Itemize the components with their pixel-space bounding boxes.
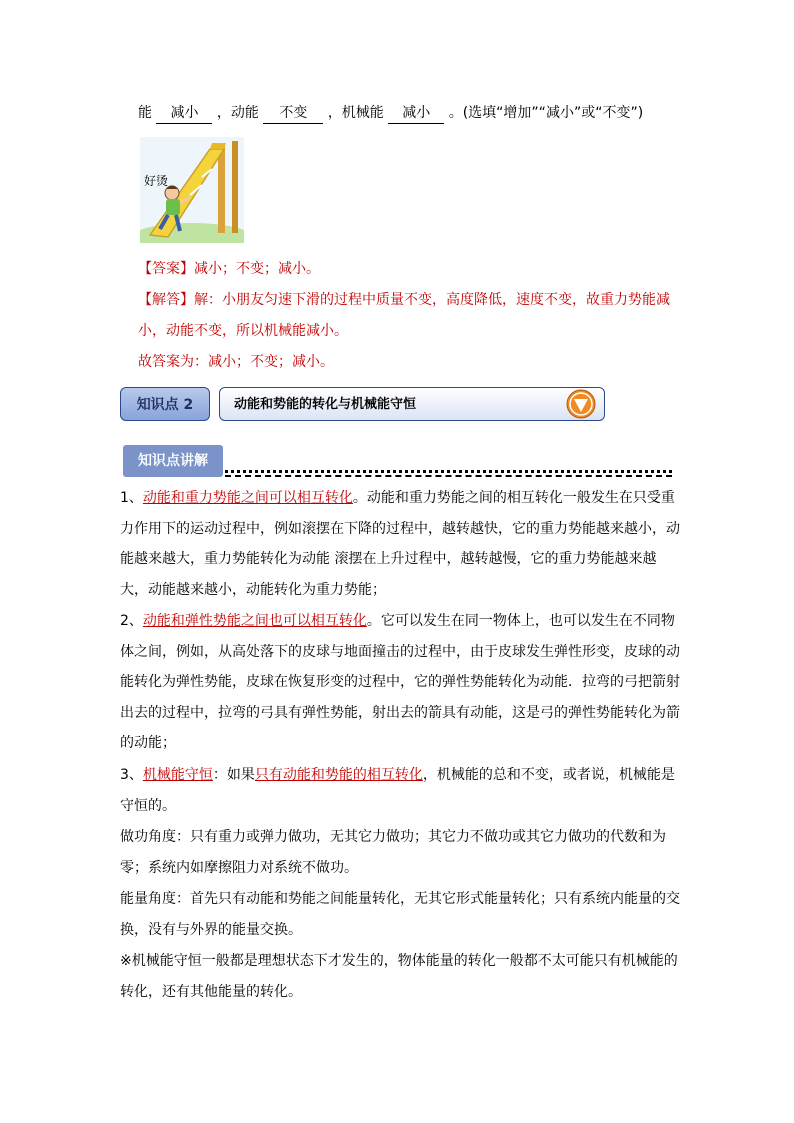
key-phrase: 只有动能和势能的相互转化 (254, 767, 423, 783)
paragraph-number: 2、 (120, 613, 143, 629)
key-phrase: 机械能守恒 (142, 767, 213, 783)
answer-blank-2: 不变 (263, 103, 323, 124)
paragraph-text: 。动能和重力势能之间的相互转化一般发生在只受重力作用下的运动过程中，例如滚摆在下降的过程中，越转越快，它的重力势能越来越小，动能越来越大，重力势能转化为动能 滚摆在上升过程中，越转越慢，它的重力势能越来越大，动能越来越小，动能转化为重力势能； (120, 490, 680, 598)
answer-blank-3: 减小 (388, 103, 444, 124)
key-phrase: 动能和弹性势能之间也可以相互转化 (142, 613, 367, 629)
analysis-line-2: 小，动能不变，所以机械能减小。 (138, 323, 348, 339)
knowledge-point-badge: 知识点 2 (120, 387, 210, 421)
paragraph-number: 3、 (120, 767, 143, 783)
paragraph-text: ，机械能的总和不变，或者说，机械能是守恒的。 (120, 767, 675, 814)
image-caption: 好烫 (144, 174, 169, 188)
key-phrase: 动能和重力势能之间可以相互转化 (142, 490, 353, 506)
analysis-text: 解：小朋友匀速下滑的过程中质量不变，高度降低，速度不变，故重力势能减 (194, 292, 670, 308)
answer-line (138, 259, 320, 279)
explanation-tab: 知识点讲解 (123, 445, 223, 477)
divider (225, 475, 672, 477)
question-text: 。(选填“增加”“减小”或“不变”) (448, 105, 644, 121)
question-line (138, 103, 643, 124)
knowledge-point-title: 动能和势能的转化与机械能守恒 (219, 387, 605, 421)
question-text: ，动能 (216, 105, 259, 121)
analysis-line-1 (138, 290, 670, 310)
question-text: ，机械能 (327, 105, 384, 121)
answer-text: 减小；不变；减小。 (194, 261, 320, 277)
paragraph-text: ：如果 (212, 767, 255, 783)
answer-label: 【答案】 (138, 261, 194, 277)
child-on-slide-image (140, 137, 244, 243)
paragraph-text: 。它可以发生在同一物体上，也可以发生在不同物体之间，例如，从高处落下的皮球与地面撞击的过程中，由于皮球发生弹性形变，皮球的动能转化为弹性势能，皮球在恢复形变的过程中，它的弹性势能转化为动能．拉弯的弓把箭射出去的过程中，拉弯的弓具有弹性势能，射出去的箭具有动能，这是弓的弹性势能转化为箭的动能； (120, 613, 680, 751)
work-perspective-paragraph: 做功角度：只有重力或弹力做功，无其它力做功；其它力不做功或其它力做功的代数和为零；系统内如摩擦阻力对系统不做功。 (120, 829, 666, 876)
explanation-paragraph-2 (120, 606, 680, 759)
energy-perspective-paragraph: 能量角度：首先只有动能和势能之间能量转化，无其它形式能量转化；只有系统内能量的交换，没有与外界的能量交换。 (120, 891, 680, 938)
answer-blank-1: 减小 (156, 103, 212, 124)
divider (225, 470, 672, 473)
slide-illustration (140, 137, 244, 243)
explanation-paragraph-1 (120, 483, 680, 605)
dropdown-triangle-icon (566, 389, 596, 419)
paragraph-number: 1、 (120, 490, 143, 506)
analysis-label: 【解答】 (138, 292, 194, 308)
question-text: 能 (138, 105, 152, 121)
analysis-conclusion: 故答案为：减小；不变；减小。 (138, 354, 334, 370)
note-paragraph: ※机械能守恒一般都是理想状态下才发生的，物体能量的转化一般都不太可能只有机械能的转化，还有其他能量的转化。 (120, 953, 678, 1000)
explanation-paragraph-3 (120, 760, 680, 821)
